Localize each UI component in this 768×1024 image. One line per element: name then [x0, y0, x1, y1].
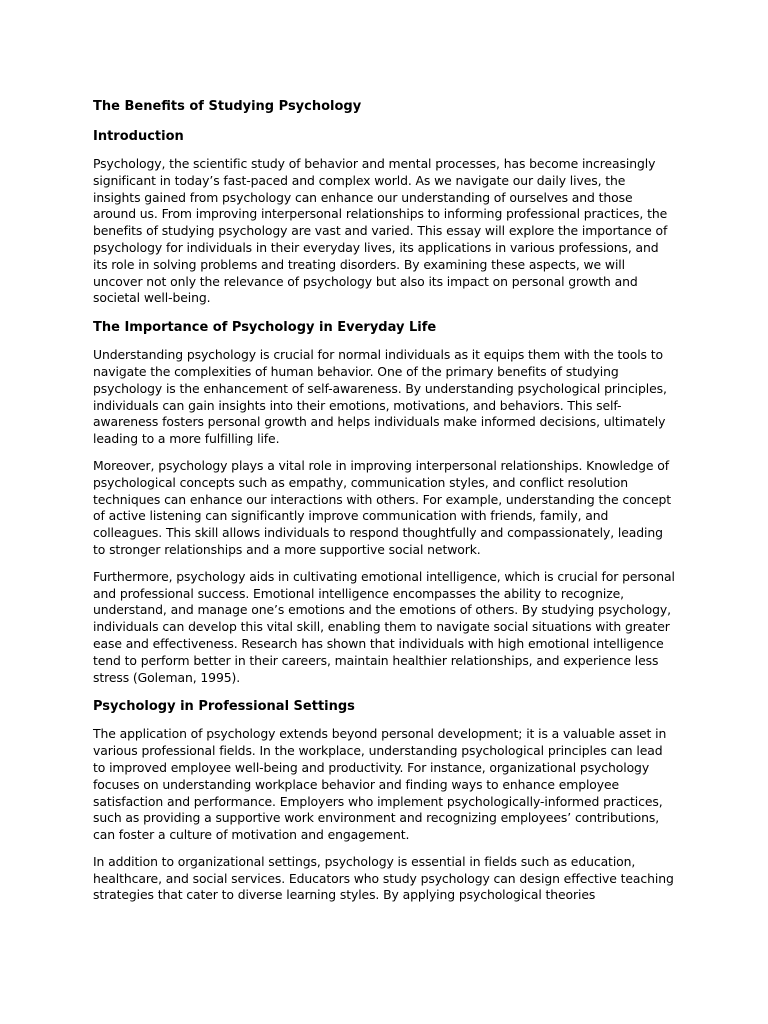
section-everyday-life: [93, 317, 676, 686]
paragraph: Moreover, psychology plays a vital role in improving interpersonal relationships. Knowledge of psychological concepts such as empathy, communication styles, and conflict resolution techniques can enhance our interactions with others. For example, understanding the concept of active listening can significantly improve communication with friends, family, and colleagues. This skill allows individuals to respond thoughtfully and compassionately, leading to stronger relationships and a more supportive social network.: [93, 457, 672, 557]
paragraph: Understanding psychology is crucial for normal individuals as it equips them with the tools to navigate the complexities of human behavior. One of the primary benefits of studying psychology is the enhancement of self-awareness. By understanding psychological principles, individuals can gain insights into their emotions, motivations, and behaviors. This self-awareness fosters personal growth and helps individuals make informed decisions, ultimately leading to a more fulfilling life.: [93, 347, 667, 447]
paragraph: Furthermore, psychology aids in cultivating emotional intelligence, which is crucial for personal and professional success. Emotional intelligence encompasses the ability to recognize, understand, and manage one’s emotions and the emotions of others. By studying psychology, individuals can develop this vital skill, enabling them to navigate social situations with greater ease and effectiveness. Research has shown that individuals with high emotional intelligence tend to perform better in their careers, maintain healthier relationships, and experience less stress (Goleman, 1995).: [93, 568, 675, 685]
document-page: [93, 96, 676, 914]
paragraph: The application of psychology extends beyond personal development; it is a valuable asset in various professional fields. In the workplace, understanding psychological principles can lead to improved employee well-being and productivity. For instance, organizational psychology focuses on understanding workplace behavior and finding ways to enhance employee satisfaction and performance. Employers who implement psychologically-informed practices, such as providing a supportive work environment and recognizing employees’ contributions, can foster a culture of motivation and engagement.: [93, 726, 667, 843]
section-professional-settings: [93, 696, 676, 904]
section-heading: Psychology in Professional Settings: [93, 699, 355, 715]
document-title: The Benefits of Studying Psychology: [93, 99, 362, 114]
section-heading: Introduction: [93, 129, 184, 144]
section-heading: The Importance of Psychology in Everyday Life: [93, 320, 437, 336]
section-introduction: [93, 126, 676, 307]
paragraph: Psychology, the scientific study of behavior and mental processes, has become increasingly significant in today’s fast-paced and complex world. As we navigate our daily lives, the insights gained from psychology can enhance our understanding of ourselves and those around us. From improving interpersonal relationships to informing professional practices, the benefits of studying psychology are vast and varied. This essay will explore the importance of psychology for individuals in their everyday lives, its applications in various professions, and its role in solving problems and treating disorders. By examining these aspects, we will uncover not only the relevance of psychology but also its impact on personal growth and societal well-being.: [93, 156, 668, 306]
paragraph: In addition to organizational settings, psychology is essential in fields such as education, healthcare, and social services. Educators who study psychology can design effective teaching strategies that cater to diverse learning styles. By applying psychological theories: [93, 853, 674, 903]
